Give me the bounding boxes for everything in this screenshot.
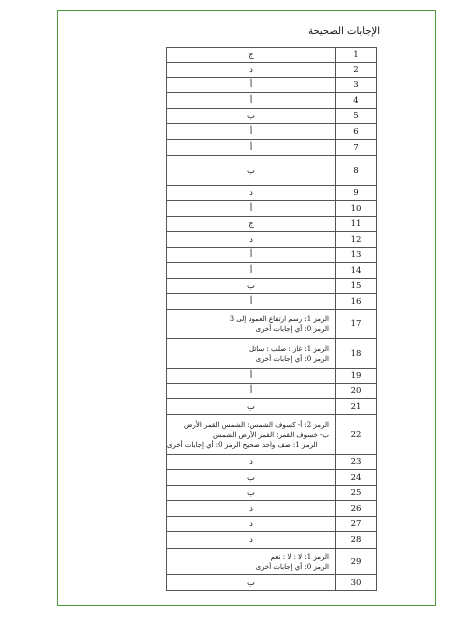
answer-cell: أ	[167, 369, 336, 384]
question-number-cell: 27	[336, 517, 377, 532]
question-number-cell: 30	[336, 575, 377, 591]
table-row	[167, 140, 377, 156]
question-number-cell: 2	[336, 63, 377, 78]
table-row	[167, 501, 377, 517]
question-number-cell: 25	[336, 486, 377, 501]
answer-cell: أ	[167, 384, 336, 399]
table-row	[167, 549, 377, 575]
table-row	[167, 517, 377, 532]
table-row	[167, 93, 377, 109]
question-number-cell: 18	[336, 339, 377, 369]
answer-line: الرمز 0: أي إجابات أخرى	[255, 562, 329, 571]
answer-cell: ب	[167, 109, 336, 124]
table-row	[167, 248, 377, 263]
table-row	[167, 109, 377, 124]
question-number-cell: 15	[336, 279, 377, 294]
table-row	[167, 455, 377, 470]
table-row	[167, 575, 377, 591]
answer-cell: ج	[167, 217, 336, 232]
question-number-cell: 21	[336, 399, 377, 415]
answer-cell	[167, 310, 336, 339]
answer-cell: ب	[167, 470, 336, 486]
question-number-cell: 11	[336, 217, 377, 232]
answer-cell	[167, 549, 336, 575]
question-number-cell: 17	[336, 310, 377, 339]
answer-line: الرمز 1: صف واحد صحيح الرمز 0: أي إجابات أخرى	[167, 440, 318, 449]
question-number-cell: 14	[336, 263, 377, 279]
question-number-cell: 4	[336, 93, 377, 109]
table-row	[167, 415, 377, 455]
question-number-cell: 26	[336, 501, 377, 517]
question-number-cell: 23	[336, 455, 377, 470]
question-number-cell: 29	[336, 549, 377, 575]
table-row	[167, 384, 377, 399]
table-row	[167, 369, 377, 384]
answers-table-body	[167, 48, 377, 591]
answer-line: الرمز 1: غاز : صلب : سائل	[248, 344, 329, 353]
table-row	[167, 470, 377, 486]
table-row	[167, 78, 377, 93]
table-row	[167, 263, 377, 279]
question-number-cell: 5	[336, 109, 377, 124]
table-row	[167, 124, 377, 140]
question-number-cell: 10	[336, 201, 377, 217]
answer-line: الرمز 2: أ- كسوف الشمس: الشمس القمر الأرض	[184, 420, 329, 429]
question-number-cell: 9	[336, 186, 377, 201]
answer-cell: د	[167, 186, 336, 201]
question-number-cell: 16	[336, 294, 377, 310]
table-row	[167, 486, 377, 501]
answer-cell: د	[167, 455, 336, 470]
answer-cell: أ	[167, 201, 336, 217]
page-title: الإجابات الصحيحة	[308, 26, 380, 37]
answer-line: الرمز 1: رسم ارتفاع العمود إلى 3	[229, 315, 329, 323]
table-row	[167, 186, 377, 201]
table-row	[167, 399, 377, 415]
answer-line: ب- خسوف القمر: القمر الأرض الشمس	[212, 430, 329, 439]
answer-cell: ب	[167, 399, 336, 415]
answer-line: الرمز 1: لا : لا : نعم	[270, 552, 329, 561]
question-number-cell: 19	[336, 369, 377, 384]
answer-cell	[167, 339, 336, 369]
question-number-cell: 28	[336, 532, 377, 549]
table-row	[167, 217, 377, 232]
table-row	[167, 201, 377, 217]
table-row	[167, 63, 377, 78]
answers-table	[166, 47, 377, 591]
answer-cell: د	[167, 501, 336, 517]
question-number-cell: 22	[336, 415, 377, 455]
table-row	[167, 294, 377, 310]
answer-cell: أ	[167, 294, 336, 310]
answer-cell	[167, 415, 336, 455]
question-number-cell: 7	[336, 140, 377, 156]
question-number-cell: 3	[336, 78, 377, 93]
answer-cell: أ	[167, 124, 336, 140]
table-row	[167, 279, 377, 294]
answer-cell: أ	[167, 263, 336, 279]
question-number-cell: 24	[336, 470, 377, 486]
answer-cell: أ	[167, 248, 336, 263]
question-number-cell: 20	[336, 384, 377, 399]
answer-cell: ب	[167, 575, 336, 591]
table-row	[167, 532, 377, 549]
question-number-cell: 1	[336, 48, 377, 63]
answer-cell: ب	[167, 279, 336, 294]
answer-cell: ب	[167, 486, 336, 501]
table-row	[167, 48, 377, 63]
answer-cell: د	[167, 532, 336, 549]
answer-cell: أ	[167, 78, 336, 93]
table-row	[167, 156, 377, 186]
question-number-cell: 13	[336, 248, 377, 263]
table-row	[167, 310, 377, 339]
answer-line: الرمز 0: أي إجابات أخرى	[255, 325, 329, 333]
answer-cell: أ	[167, 140, 336, 156]
answer-cell: ب	[167, 156, 336, 186]
answer-line: الرمز 0: أي إجابات أخرى	[255, 354, 329, 363]
answer-cell: د	[167, 232, 336, 248]
answer-cell: أ	[167, 93, 336, 109]
question-number-cell: 12	[336, 232, 377, 248]
table-row	[167, 232, 377, 248]
answer-cell: ج	[167, 48, 336, 63]
answer-cell: د	[167, 63, 336, 78]
question-number-cell: 8	[336, 156, 377, 186]
answer-cell: د	[167, 517, 336, 532]
table-row	[167, 339, 377, 369]
question-number-cell: 6	[336, 124, 377, 140]
